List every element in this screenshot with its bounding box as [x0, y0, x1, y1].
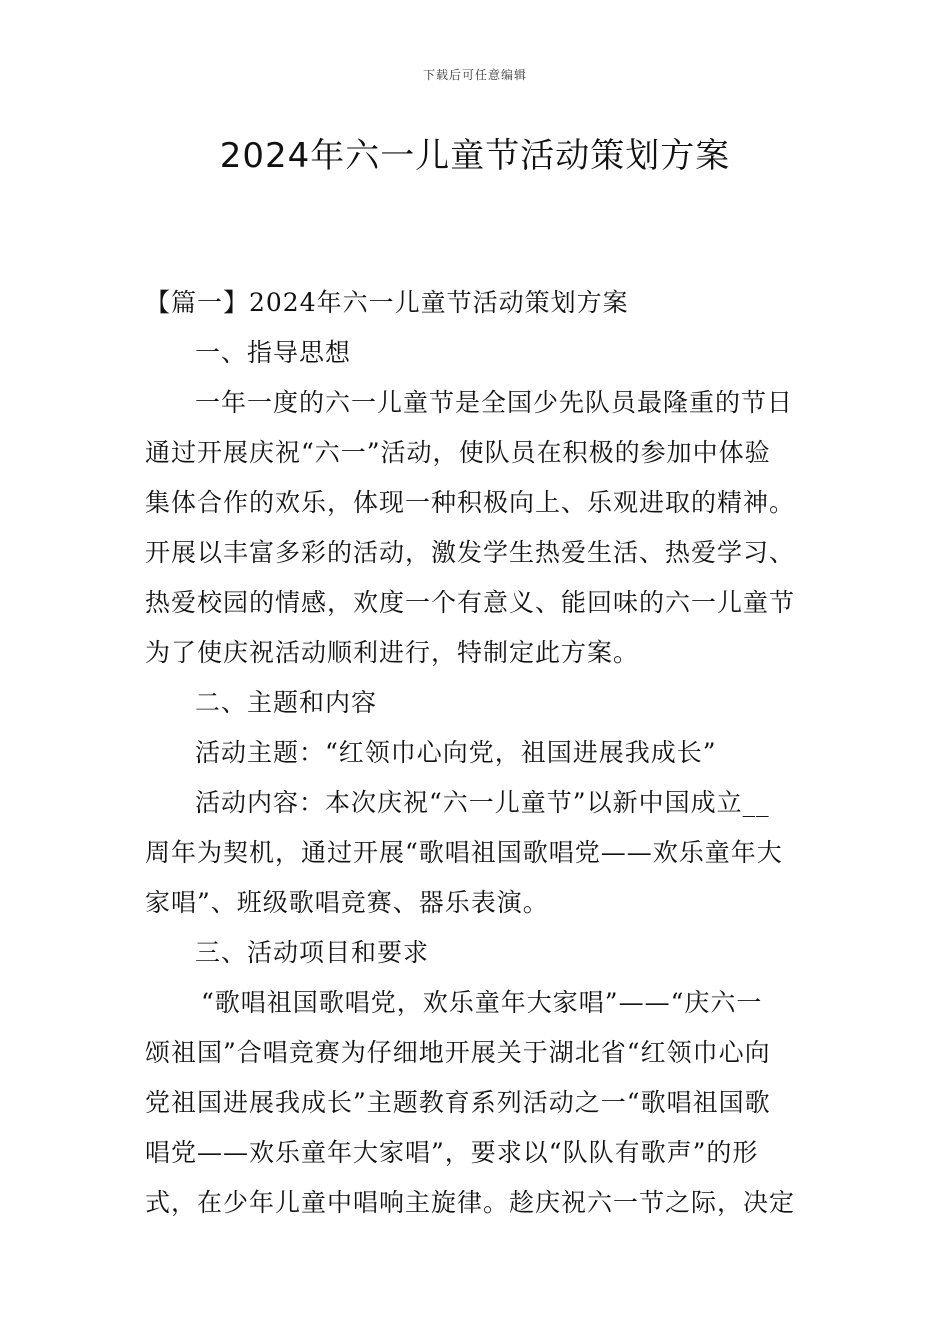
paragraph-line: 一年一度的六一儿童节是全国少先队员最隆重的节日	[195, 388, 794, 417]
subheading-theme-content: 二、主题和内容	[195, 688, 378, 717]
document-body	[145, 278, 807, 1228]
paragraph-line: 通过开展庆祝“六一”活动，使队员在积极的参加中体验	[145, 438, 771, 467]
paragraph-line: 开展以丰富多彩的活动，激发学生热爱生活、热爱学习、	[145, 538, 796, 567]
header-note: 下载后可任意编辑	[422, 68, 527, 82]
paragraph-line: 唱党——欢乐童年大家唱”，要求以“队队有歌声”的形	[145, 1138, 759, 1167]
paragraph-line: 党祖国进展我成长”主题教育系列活动之一“歌唱祖国歌	[145, 1088, 771, 1117]
section-heading: 【篇一】2024年六一儿童节活动策划方案	[145, 288, 629, 317]
paragraph-line: “歌唱祖国歌唱党，欢乐童年大家唱”——“庆六一	[201, 988, 763, 1017]
paragraph-line: 为了使庆祝活动顺利进行，特制定此方案。	[145, 638, 640, 667]
paragraph-line: 活动内容：本次庆祝“六一儿童节”以新中国成立__	[195, 788, 770, 817]
subheading-guiding-thought: 一、指导思想	[195, 338, 352, 367]
paragraph-line: 式，在少年儿童中唱响主旋律。趁庆祝六一节之际，决定	[145, 1188, 796, 1217]
paragraph-line: 活动主题：“红领巾心向党，祖国进展我成长”	[195, 738, 717, 767]
paragraph-line: 周年为契机，通过开展“歌唱祖国歌唱党——欢乐童年大	[145, 838, 783, 867]
paragraph-line: 集体合作的欢乐，体现一种积极向上、乐观进取的精神。	[145, 488, 796, 517]
paragraph-line: 热爱校园的情感，欢度一个有意义、能回味的六一儿童节	[145, 588, 796, 617]
document-title: 2024年六一儿童节活动策划方案	[219, 136, 731, 176]
paragraph-line: 颂祖国”合唱竞赛为仔细地开展关于湖北省“红领巾心向	[145, 1038, 771, 1067]
paragraph-line: 家唱”、班级歌唱竞赛、器乐表演。	[145, 888, 549, 917]
subheading-activity-items: 三、活动项目和要求	[195, 938, 430, 967]
